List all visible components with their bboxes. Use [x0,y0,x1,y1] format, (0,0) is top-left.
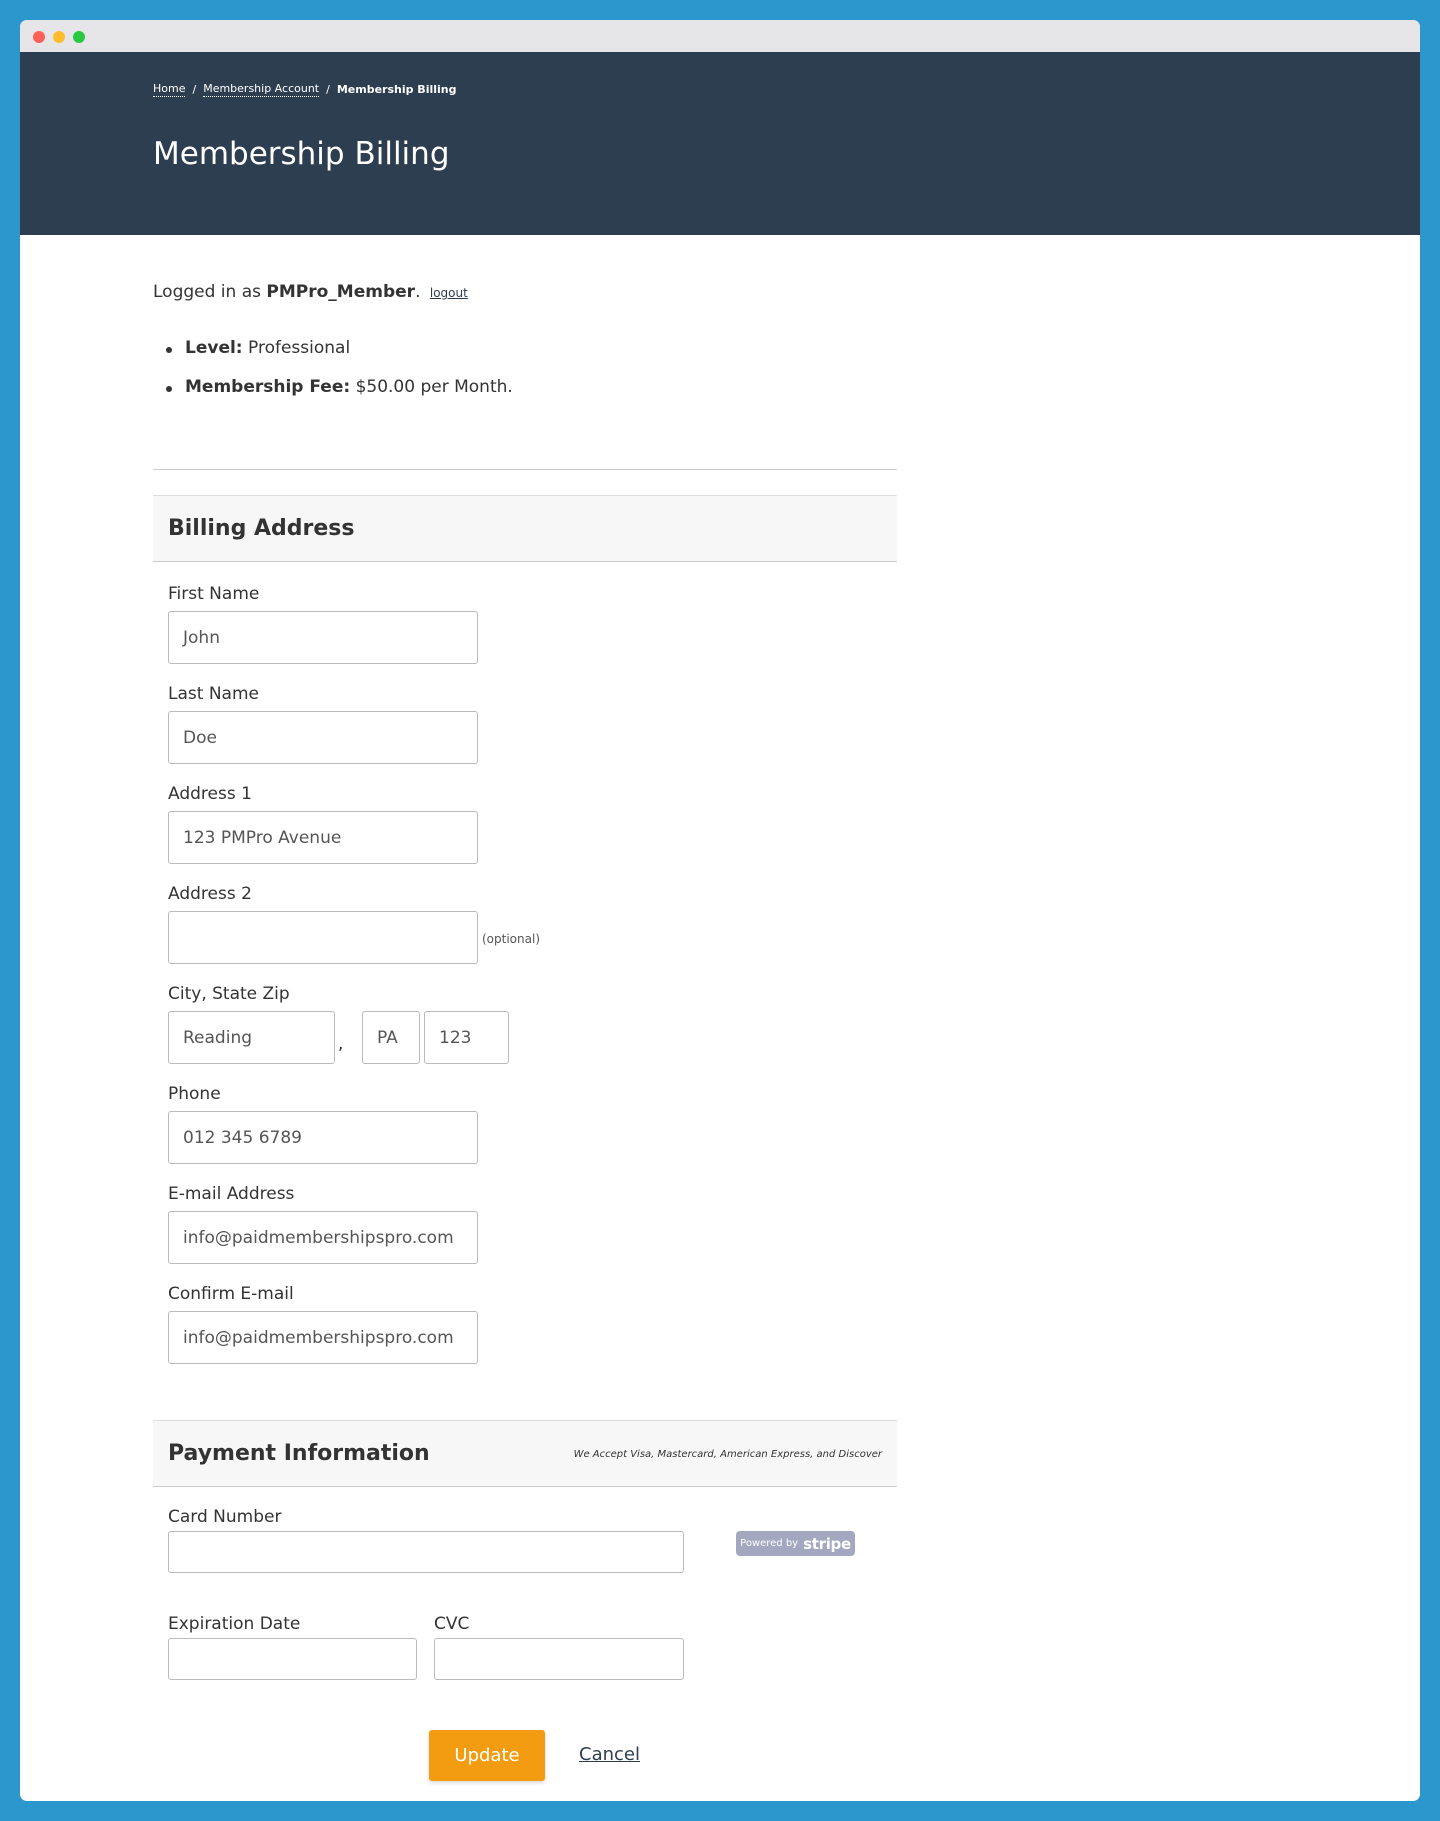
last-name-field[interactable]: Doe [168,711,478,764]
level-value: Professional [248,338,351,358]
expiration-date-field[interactable] [168,1638,417,1680]
close-window-button[interactable] [33,31,45,43]
breadcrumb-home-link[interactable]: Home [153,82,186,95]
address2-field[interactable] [168,911,478,964]
membership-summary [153,338,513,416]
logout-link[interactable]: logout [429,286,468,300]
logged-in-status [153,282,468,302]
stripe-logo-icon: stripe [803,1534,851,1553]
last-name-label: Last Name [168,684,259,704]
card-number-field[interactable] [168,1531,684,1573]
confirm-email-label: Confirm E-mail [168,1284,294,1304]
divider [153,469,897,470]
level-label: Level: [185,338,243,358]
breadcrumb-separator: / [192,83,197,96]
breadcrumb-separator: / [326,83,330,96]
logged-in-suffix: . [415,282,421,302]
cancel-link[interactable]: Cancel [579,1744,640,1765]
maximize-window-button[interactable] [73,31,85,43]
update-button[interactable]: Update [429,1730,545,1781]
fee-label: Membership Fee: [185,377,351,397]
billing-address-header [153,495,897,562]
logged-in-prefix: Logged in as [153,282,261,302]
email-label: E-mail Address [168,1184,295,1204]
breadcrumb-account-link[interactable]: Membership Account [203,82,320,95]
page-header [20,52,1420,235]
page-title: Membership Billing [153,136,450,172]
payment-information-header [153,1420,897,1487]
city-state-comma: , [338,1034,344,1054]
username: PMPro_Member [266,282,416,302]
first-name-field[interactable]: John [168,611,478,664]
cvc-field[interactable] [434,1638,684,1680]
payment-information-heading: Payment Information [168,1441,430,1466]
powered-by-stripe-badge[interactable] [736,1531,855,1556]
city-state-zip-label: City, State Zip [168,984,290,1004]
breadcrumb-current: Membership Billing [336,83,457,96]
card-number-label: Card Number [168,1507,282,1527]
email-field[interactable]: info@paidmembershipspro.com [168,1211,478,1264]
billing-address-heading: Billing Address [168,516,355,541]
state-field[interactable]: PA [362,1011,420,1064]
city-field[interactable]: Reading [168,1011,335,1064]
phone-label: Phone [168,1084,221,1104]
stripe-badge-prefix: Powered by [740,1538,799,1549]
address2-label: Address 2 [168,884,252,904]
confirm-email-field[interactable]: info@paidmembershipspro.com [168,1311,478,1364]
fee-value: $50.00 per Month. [355,377,513,397]
phone-field[interactable]: 012 345 6789 [168,1111,478,1164]
address2-optional-note: (optional) [482,932,540,946]
accepted-cards-note: We Accept Visa, Mastercard, American Express, and Discover [573,1449,882,1460]
breadcrumb [153,82,456,97]
address1-field[interactable]: 123 PMPro Avenue [168,811,478,864]
address1-label: Address 1 [168,784,252,804]
browser-window [20,20,1420,1801]
list-item [153,338,513,377]
minimize-window-button[interactable] [53,31,65,43]
list-item [153,377,513,416]
expiration-date-label: Expiration Date [168,1614,301,1634]
zip-field[interactable]: 123 [424,1011,509,1064]
cvc-label: CVC [434,1614,470,1634]
first-name-label: First Name [168,584,260,604]
window-titlebar [20,20,1420,52]
